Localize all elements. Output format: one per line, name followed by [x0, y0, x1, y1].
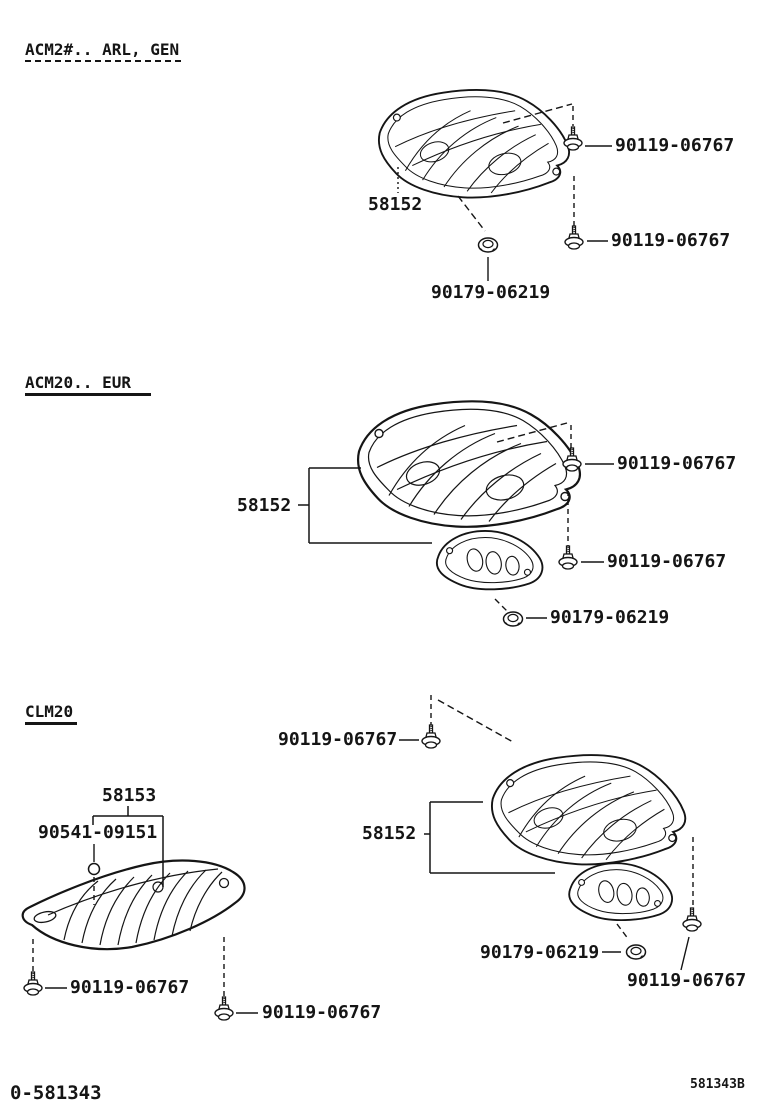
clip-nut-icon	[627, 945, 646, 959]
engine-under-cover-drawing	[358, 401, 580, 526]
part-label-90119-06767: 90119-06767	[278, 729, 398, 750]
clip-nut-icon	[479, 238, 498, 252]
part-label-90541-09151: 90541-09151	[38, 822, 158, 843]
flange-bolt-icon	[24, 972, 42, 995]
flange-bolt-icon	[215, 997, 233, 1020]
part-label-58153: 58153	[102, 785, 157, 806]
front-fender-apron-seal-drawing	[437, 531, 543, 589]
part-label-90179-06219: 90179-06219	[431, 282, 551, 303]
part-label-90119-06767: 90119-06767	[615, 135, 735, 156]
flange-bolt-icon	[559, 546, 577, 569]
flange-bolt-icon	[683, 908, 701, 931]
section-2-drawing	[298, 401, 614, 626]
clip-nut-icon	[504, 612, 523, 626]
flange-bolt-icon	[564, 127, 582, 150]
section-header-clm20: CLM20	[25, 702, 77, 725]
grommet-icon	[89, 864, 100, 875]
figure-code-revision: 581343B	[690, 1077, 745, 1092]
figure-code: 0-581343	[10, 1082, 102, 1104]
part-label-90119-06767: 90119-06767	[262, 1002, 382, 1023]
section-1-drawing	[379, 90, 612, 281]
part-label-90119-06767: 90119-06767	[607, 551, 727, 572]
front-fender-apron-seal-drawing	[569, 863, 672, 920]
flange-bolt-icon	[422, 725, 440, 748]
part-label-58152: 58152	[362, 823, 417, 844]
part-label-90119-06767: 90119-06767	[611, 230, 731, 251]
section-header-acm2: ACM2#.. ARL, GEN	[25, 40, 181, 62]
engine-under-cover-drawing	[492, 755, 685, 864]
part-label-58152: 58152	[368, 194, 423, 215]
part-label-90119-06767: 90119-06767	[70, 977, 190, 998]
part-label-90119-06767: 90119-06767	[627, 970, 747, 991]
front-floor-heat-insulator-drawing	[23, 861, 245, 950]
flange-bolt-icon	[565, 226, 583, 249]
part-label-90179-06219: 90179-06219	[480, 942, 600, 963]
part-label-90179-06219: 90179-06219	[550, 607, 670, 628]
section-header-acm20-eur: ACM20.. EUR	[25, 373, 151, 396]
part-label-90119-06767: 90119-06767	[617, 453, 737, 474]
engine-under-cover-drawing	[379, 90, 569, 198]
part-label-58152: 58152	[237, 495, 292, 516]
